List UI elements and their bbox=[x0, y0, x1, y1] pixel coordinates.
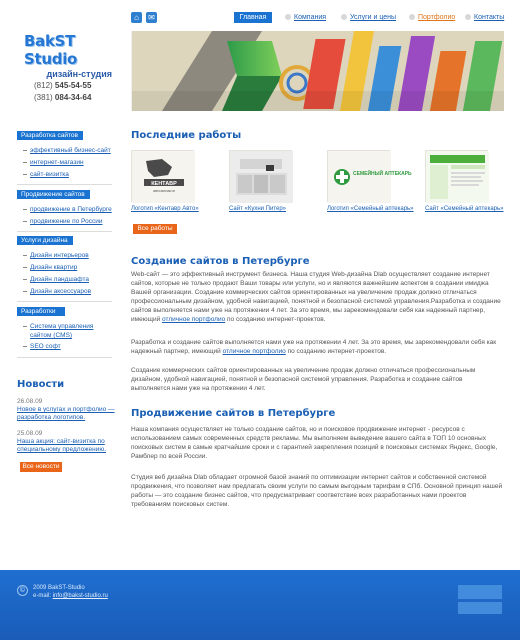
footer-email-line: e-mail: info@bakst-studio.ru bbox=[33, 593, 108, 599]
pharmacy-logo bbox=[328, 151, 412, 203]
sidebar-link-business-site[interactable]: эффективный бизнес-сайт bbox=[23, 146, 111, 155]
copyright-icon: © bbox=[17, 585, 28, 596]
section1-paragraph-1: Web-сайт — это эффективный инструмент бизнеса. Наша студия Web-дизайна Dlab осуществляет создание интернет сайтов, которые не только продают Ваши товары или услуги, но и являются важнейшим аспектом в создании имиджа Вашей организации. Создание коммерческих сайтов ориентированных на увеличение продаж должно отличаться профессиональным дизайном, удобной навигацией, понятной и безопасной системой управления.Разработка и создание сайтов выполняется нами уже на протяжении 4 лет. За это время, мы зарекомендовали себя как надежный партнер, имеющий отличное портфолио по созданию интернет-проектов. bbox=[131, 271, 501, 323]
section-title-promotion: Продвижение сайтов в Петербурге bbox=[131, 408, 336, 419]
work-thumbnail-pharmacy-logo[interactable] bbox=[327, 150, 412, 202]
sidebar-divider bbox=[17, 184, 112, 185]
sidebar-heading-products[interactable]: Разработки bbox=[17, 307, 65, 316]
kentavr-logo bbox=[132, 151, 195, 203]
news-date: 25.08.09 bbox=[17, 430, 43, 437]
sidebar-link-seo[interactable]: SEO софт bbox=[23, 342, 61, 351]
all-works-button[interactable]: Все работы bbox=[133, 224, 177, 234]
portfolio-link[interactable]: отличное портфолио bbox=[162, 316, 226, 323]
sidebar-heading-development[interactable]: Разработка сайтов bbox=[17, 131, 83, 140]
work-thumbnail-kitchens[interactable] bbox=[229, 150, 292, 202]
banner-illustration bbox=[132, 31, 504, 111]
footer-email-link[interactable]: info@bakst-studio.ru bbox=[52, 593, 108, 599]
logo-title: BakST Studio bbox=[24, 32, 78, 68]
sidebar-link-shop[interactable]: интернет-магазин bbox=[23, 158, 84, 167]
pharmacy-site-screenshot bbox=[426, 151, 489, 203]
footer-copyright: 2009 BakST-Studio bbox=[33, 585, 85, 591]
home-icon[interactable]: ⌂ bbox=[131, 12, 142, 23]
sidebar-link-card-site[interactable]: сайт-визитка bbox=[23, 170, 69, 179]
logo[interactable] bbox=[24, 32, 112, 79]
logo-subtitle: дизайн-студия bbox=[46, 69, 112, 79]
sidebar-link-accessories[interactable]: Дизайн аксессуаров bbox=[23, 287, 91, 296]
sidebar-link-promo-russia[interactable]: продвижение по России bbox=[23, 217, 102, 226]
section-title-creation: Создание сайтов в Петербурге bbox=[131, 256, 310, 267]
footer bbox=[0, 570, 520, 640]
nav-item-company[interactable]: Компания bbox=[285, 12, 326, 23]
header-banner bbox=[131, 31, 503, 111]
sidebar-divider bbox=[17, 357, 112, 358]
work-thumbnail-pharmacy-site[interactable] bbox=[425, 150, 488, 202]
news-link[interactable]: Новое в услугах и портфолио — разработка логотипов. bbox=[17, 406, 115, 421]
kentavr-logo-text: КЕНТАВР bbox=[151, 181, 177, 187]
work-caption[interactable]: Логотип «Кентавр Авто» bbox=[131, 206, 199, 212]
kitchen-photo bbox=[230, 151, 293, 203]
sidebar-link-cms[interactable]: Система управления сайтом (CMS) bbox=[23, 322, 115, 340]
work-caption[interactable]: Сайт «Семейный аптекарь» bbox=[425, 206, 504, 212]
sidebar-link-apartments[interactable]: Дизайн квартир bbox=[23, 263, 77, 272]
section1-paragraph-3: Создание коммерческих сайтов ориентированных на увеличение продаж должно отличаться профессиональным дизайном, удобной навигацией, понятной и безопасной системой управления. Разработка и создание сайтов выполняется нами уже на протяжении 4 лет. bbox=[131, 367, 476, 392]
work-caption[interactable]: Сайт «Кухни Питер» bbox=[229, 206, 287, 212]
sidebar-divider bbox=[17, 301, 112, 302]
nav-item-contacts[interactable]: Контакты bbox=[465, 12, 504, 23]
work-caption[interactable]: Логотип «Семейный аптекарь» bbox=[327, 206, 414, 212]
kentavr-logo-subtext: автозапчасти bbox=[153, 189, 175, 193]
nav-item-portfolio[interactable]: Портфолио bbox=[409, 12, 455, 23]
sidebar-heading-design[interactable]: Услуги дизайна bbox=[17, 236, 73, 245]
work-thumbnail-kentavr[interactable] bbox=[131, 150, 194, 202]
section2-paragraph-2: Студия веб дизайна Dlab обладает огромной базой знаний по оптимизации интернет сайтов и собственной системой продвижения, что позволяет нам предлагать своим услуги по самым выгодным тарифам в СПб. Основной принцип нашей работы — это создание бизнес сайтов, что предусматривает соответствие всех разработанных нами проектов требованиям поисковых систем. bbox=[131, 474, 503, 508]
mail-icon[interactable]: ✉ bbox=[146, 12, 157, 23]
footer-decoration bbox=[458, 602, 502, 614]
phone-2: (381) 084-34-64 bbox=[34, 93, 92, 102]
works-title: Последние работы bbox=[131, 130, 242, 141]
sidebar-heading-promotion[interactable]: Продвижение сайтов bbox=[17, 190, 90, 199]
top-navigation bbox=[131, 12, 511, 26]
nav-item-services[interactable]: Услуги и цены bbox=[341, 12, 396, 23]
phone-1: (812) 545-54-55 bbox=[34, 81, 92, 90]
sidebar-link-landscape[interactable]: Дизайн ландшафта bbox=[23, 275, 89, 284]
sidebar-link-interiors[interactable]: Дизайн интерьеров bbox=[23, 251, 89, 260]
portfolio-link[interactable]: отличное портфолио bbox=[222, 348, 286, 355]
section2-paragraph-1: Наша компания осуществляет не только создание сайтов, но и поисковое продвижение интернет - ресурсов с использованием самых современных средств рекламы. Мы выполняем выведение вашего сайта в ТОП 10 основных поисковых систем в самые кратчайшие сроки и с гарантией закрепления позиций в поисковых системах Яндекс, Google, Рамблер по всей России. bbox=[131, 426, 498, 460]
footer-decoration bbox=[458, 585, 502, 599]
pharmacy-logo-text: СЕМЕЙНЫЙ АПТЕКАРЬ bbox=[353, 171, 412, 177]
section1-paragraph-2: Разработка и создание сайтов выполняется нами уже на протяжении 4 лет. За это время, мы зарекомендовали себя как надежный партнер, имеющий отличное портфолио по созданию интернет-проектов. bbox=[131, 339, 497, 355]
sidebar-link-promo-spb[interactable]: продвижение в Петербурге bbox=[23, 205, 112, 214]
nav-item-home[interactable]: Главная bbox=[234, 12, 272, 23]
sidebar-divider bbox=[17, 231, 112, 232]
news-title: Новости bbox=[17, 379, 65, 390]
phone-list bbox=[34, 80, 91, 104]
news-link[interactable]: Наша акция: сайт-визитка по специальному предложению. bbox=[17, 438, 107, 453]
all-news-button[interactable]: Все новости bbox=[20, 462, 62, 472]
news-date: 26.08.09 bbox=[17, 398, 43, 405]
